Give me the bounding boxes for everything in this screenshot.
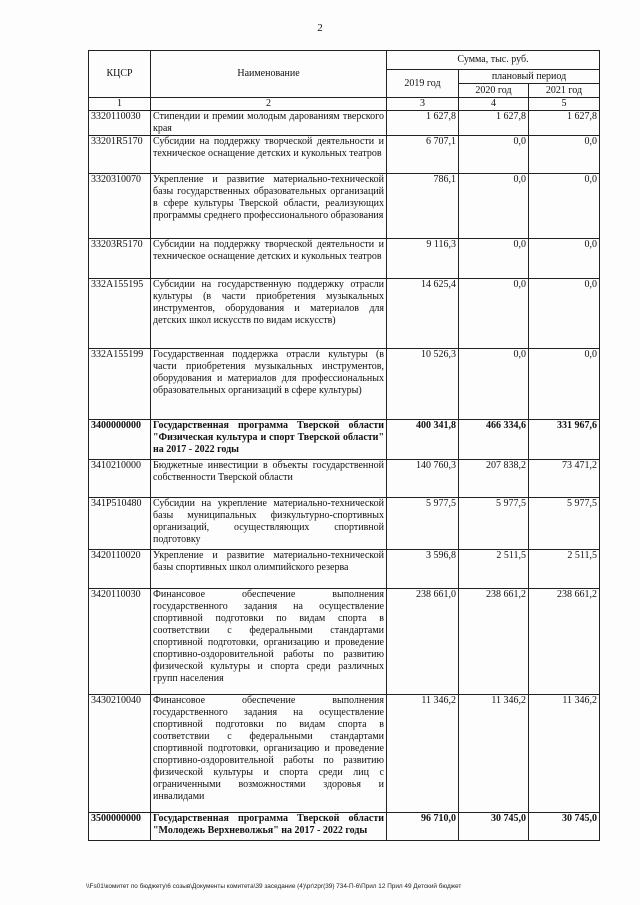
- row-code: 3420110020: [89, 550, 151, 589]
- row-name: Субсидии на поддержку творческой деятельности и техническое оснащение детских и кукольных театров: [151, 239, 387, 279]
- row-amount-2019: 400 341,8: [387, 420, 459, 460]
- row-name: Финансовое обеспечение выполнения государственного задания на осуществление спортивной подготовки по видам спорта в соответствии с федеральными стандартами спортивной подготовки, организацию и проведение спортивно-оздоровительной работы по развитию физической культуры и спорта среди лиц с ограниченными возможностями здоровья и инвалидами: [151, 695, 387, 813]
- table-row: [89, 136, 600, 174]
- row-amount-2019: 238 661,0: [387, 589, 459, 695]
- table-row: [89, 589, 600, 695]
- table-row: [89, 174, 600, 239]
- row-amount-2019: 9 116,3: [387, 239, 459, 279]
- row-code: 3320110030: [89, 111, 151, 136]
- row-amount-2019: 786,1: [387, 174, 459, 239]
- footer-file-path: \\Fs01\комитет по бюджету\6 созыв\Документы комитета\39 заседание (4)\pr\zpr(39) 734-П-6\Прил 12 Прил 49 Детский бюджет: [86, 883, 462, 890]
- row-name: Бюджетные инвестиции в объекты государственной собственности Тверской области: [151, 460, 387, 498]
- row-code: 332A155195: [89, 279, 151, 349]
- column-number: 2: [151, 98, 387, 111]
- row-name: Государственная программа Тверской области "Молодежь Верхневолжья" на 2017 - 2022 годы: [151, 813, 387, 841]
- header-year-2019: 2019 год: [387, 70, 459, 98]
- row-amount-2020: 0,0: [459, 279, 529, 349]
- table-row: [89, 420, 600, 460]
- column-number: 5: [529, 98, 600, 111]
- table-row: [89, 279, 600, 349]
- row-name: Государственная программа Тверской области "Физическая культура и спорт Тверской области" на 2017 - 2022 годы: [151, 420, 387, 460]
- table-row: [89, 813, 600, 841]
- table-row: [89, 498, 600, 550]
- table-row: [89, 111, 600, 136]
- row-amount-2021: 11 346,2: [529, 695, 600, 813]
- row-code: 3500000000: [89, 813, 151, 841]
- row-amount-2021: 0,0: [529, 349, 600, 420]
- row-name: Финансовое обеспечение выполнения государственного задания на осуществление спортивной подготовки по видам спорта в соответствии с федеральными стандартами спортивной подготовки, организацию и проведение спортивно-оздоровительной работы по развитию физической культуры и спорта среди различных групп населения: [151, 589, 387, 695]
- row-amount-2019: 11 346,2: [387, 695, 459, 813]
- row-amount-2019: 10 526,3: [387, 349, 459, 420]
- row-amount-2019: 96 710,0: [387, 813, 459, 841]
- table-row: [89, 460, 600, 498]
- row-amount-2021: 1 627,8: [529, 111, 600, 136]
- row-code: 33203R5170: [89, 239, 151, 279]
- row-amount-2020: 1 627,8: [459, 111, 529, 136]
- header-year-2021: 2021 год: [529, 84, 600, 98]
- header-year-2020: 2020 год: [459, 84, 529, 98]
- row-amount-2019: 14 625,4: [387, 279, 459, 349]
- table-header: [89, 51, 600, 111]
- row-amount-2020: 238 661,2: [459, 589, 529, 695]
- row-name: Субсидии на поддержку творческой деятельности и техническое оснащение детских и кукольных театров: [151, 136, 387, 174]
- table-row: [89, 349, 600, 420]
- row-code: 3320310070: [89, 174, 151, 239]
- row-code: 3430210040: [89, 695, 151, 813]
- row-name: Государственная поддержка отрасли культуры (в части приобретения музыкальных инструментов, оборудования и материалов для профессиональных образовательных организаций в сфере культуры): [151, 349, 387, 420]
- row-amount-2020: 466 334,6: [459, 420, 529, 460]
- row-amount-2021: 0,0: [529, 174, 600, 239]
- row-name: Субсидии на государственную поддержку отрасли культуры (в части приобретения музыкальных инструментов, оборудования и материалов для детских школ искусств по видам искусств): [151, 279, 387, 349]
- row-amount-2021: 73 471,2: [529, 460, 600, 498]
- column-numbers-row: [89, 98, 600, 111]
- row-code: 332A155199: [89, 349, 151, 420]
- row-amount-2019: 1 627,8: [387, 111, 459, 136]
- row-code: 3400000000: [89, 420, 151, 460]
- row-amount-2020: 0,0: [459, 136, 529, 174]
- column-number: 4: [459, 98, 529, 111]
- row-amount-2019: 5 977,5: [387, 498, 459, 550]
- row-amount-2019: 6 707,1: [387, 136, 459, 174]
- row-amount-2021: 238 661,2: [529, 589, 600, 695]
- row-amount-2020: 0,0: [459, 174, 529, 239]
- table-row: [89, 239, 600, 279]
- row-amount-2019: 140 760,3: [387, 460, 459, 498]
- header-code: КЦСР: [89, 51, 151, 98]
- row-amount-2020: 11 346,2: [459, 695, 529, 813]
- table-row: [89, 695, 600, 813]
- row-amount-2021: 2 511,5: [529, 550, 600, 589]
- row-amount-2019: 3 596,8: [387, 550, 459, 589]
- table-row: [89, 550, 600, 589]
- column-number: 3: [387, 98, 459, 111]
- row-amount-2020: 2 511,5: [459, 550, 529, 589]
- row-amount-2021: 331 967,6: [529, 420, 600, 460]
- row-name: Субсидии на укрепление материально-технической базы муниципальных физкультурно-спортивных организаций, осуществляющих спортивной подготовку: [151, 498, 387, 550]
- column-number: 1: [89, 98, 151, 111]
- row-code: 33201R5170: [89, 136, 151, 174]
- row-amount-2021: 5 977,5: [529, 498, 600, 550]
- row-amount-2021: 0,0: [529, 136, 600, 174]
- header-sum: Сумма, тыс. руб.: [387, 51, 600, 70]
- row-code: 3410210000: [89, 460, 151, 498]
- row-amount-2020: 0,0: [459, 349, 529, 420]
- row-name: Укрепление и развитие материально-технической базы государственных образовательных организаций в сфере культуры Тверской области, реализующих программы среднего профессионального образования: [151, 174, 387, 239]
- header-name: Наименование: [151, 51, 387, 98]
- row-code: 3420110030: [89, 589, 151, 695]
- row-amount-2021: 0,0: [529, 239, 600, 279]
- row-amount-2020: 207 838,2: [459, 460, 529, 498]
- row-amount-2020: 5 977,5: [459, 498, 529, 550]
- row-code: 341P510480: [89, 498, 151, 550]
- row-name: Укрепление и развитие материально-технической базы спортивных школ олимпийского резерва: [151, 550, 387, 589]
- row-name: Стипендии и премии молодым дарованиям тверского края: [151, 111, 387, 136]
- row-amount-2021: 30 745,0: [529, 813, 600, 841]
- page-number: 2: [317, 22, 323, 34]
- budget-table: [88, 50, 600, 841]
- header-planned-period: плановый период: [459, 70, 600, 84]
- row-amount-2020: 0,0: [459, 239, 529, 279]
- row-amount-2020: 30 745,0: [459, 813, 529, 841]
- row-amount-2021: 0,0: [529, 279, 600, 349]
